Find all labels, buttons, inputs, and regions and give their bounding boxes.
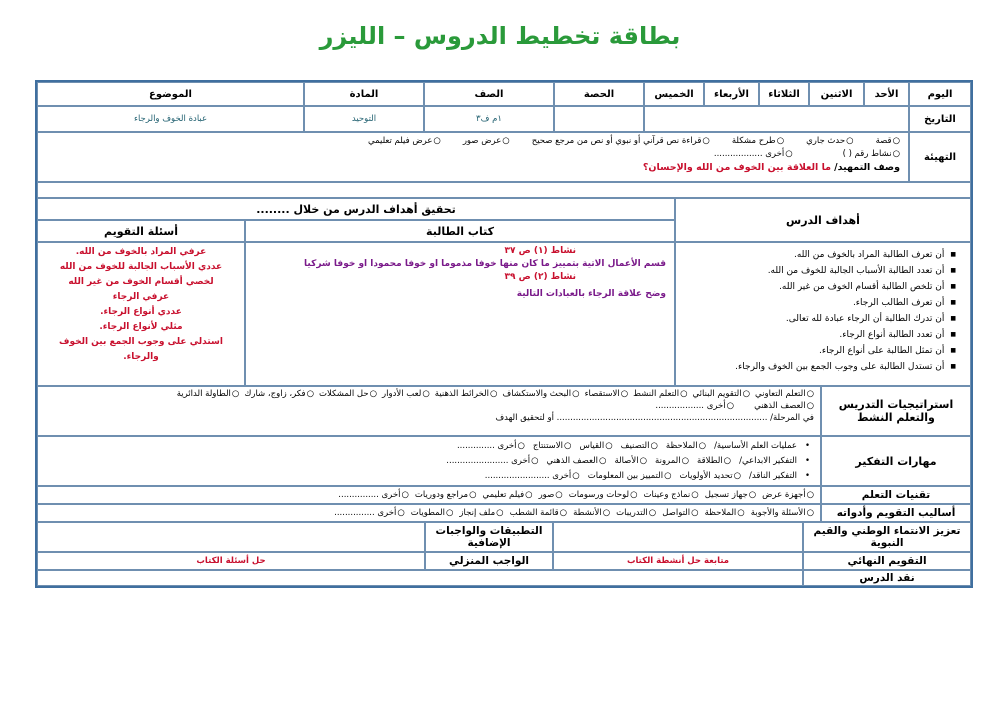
student-book-activities	[245, 242, 675, 386]
eval-methods-label: أساليب التقويم وأدواته	[821, 504, 971, 522]
thinking-bullet: •	[804, 471, 810, 481]
applications-field[interactable]	[37, 522, 425, 552]
topic-value: عبادة الخوف والرجاء	[37, 106, 304, 132]
activity-2-title: نشاط (٢) ص ٣٩	[504, 272, 576, 282]
tech-option[interactable]: ○ صور	[539, 489, 563, 502]
assessment-header: أسئلة التقويم	[37, 220, 245, 242]
day-tuesday: الثلاثاء	[759, 82, 809, 106]
tech-option[interactable]: ○ جهاز تسجيل	[705, 489, 756, 502]
thinking-option[interactable]: ○ التصنيف	[621, 439, 658, 454]
thinking-option[interactable]: ○ العصف الذهني	[547, 454, 607, 469]
critique-field[interactable]	[37, 570, 803, 586]
tech-content	[37, 486, 821, 504]
goals-header: أهداف الدرس	[675, 198, 971, 242]
strategy-option[interactable]: ○ البحث والاستكشاف	[502, 388, 579, 400]
student-book-header: كتاب الطالبة	[245, 220, 675, 242]
subject-label: المادة	[304, 82, 424, 106]
period-field[interactable]	[554, 106, 644, 132]
lesson-plan-card	[35, 80, 973, 588]
homework-value: حل أسئلة الكتاب	[37, 552, 425, 570]
eval-option[interactable]: ○ التدريبات	[616, 507, 656, 520]
thinking-option[interactable]: ○ أخرى ..............	[457, 439, 525, 454]
goal-item: ■ أن تعرف الطالب الرجاء.	[676, 295, 956, 311]
goal-item: ■ أن تدرك الطالبة أن الرجاء عبادة لله تعالى.	[676, 311, 956, 327]
tech-option[interactable]: ○ مراجع ودوريات	[415, 489, 477, 502]
tech-option[interactable]: ○ أجهزة عرض	[762, 489, 814, 502]
goal-item: ■ أن تستدل الطالبة على وجوب الجمع بين الخوف والرجاء.	[676, 359, 956, 375]
goal-item: ■ أن تعرف الطالبة المراد بالخوف من الله.	[676, 247, 956, 263]
strategies-label: استراتيجيات التدريس والتعلم النشط	[821, 386, 971, 436]
thinking-creative: التفكير الابداعي/	[739, 456, 797, 466]
day-sunday: الأحد	[864, 82, 909, 106]
thinking-option[interactable]: ○ أخرى ........................	[485, 469, 580, 484]
assessment-questions	[37, 242, 245, 386]
achieve-header: تحقيق أهداف الدرس من خلال ........	[37, 198, 675, 220]
strategy-option[interactable]: ○ الاستقصاء	[585, 388, 629, 400]
thinking-option[interactable]: ○ التمييز بين المعلومات	[588, 469, 672, 484]
strategy-option[interactable]: ○ حل المشكلات	[319, 388, 377, 400]
intro-opt-problem[interactable]: ○ طرح مشكلة	[732, 135, 784, 148]
thinking-option[interactable]: ○ أخرى .......................	[446, 454, 538, 469]
strategy-option[interactable]: ○ فكر، زاوج، شارك	[244, 388, 314, 400]
page-title: بطاقة تخطيط الدروس – الليزر	[319, 22, 681, 50]
thinking-bullet: •	[804, 456, 810, 466]
assessment-item: عددي الأسباب الجالبة للخوف من الله	[59, 262, 223, 272]
eval-option[interactable]: ○ الملاحظة	[705, 507, 745, 520]
class-value: ١م ف٣	[424, 106, 554, 132]
intro-opt-reading[interactable]: ○ قراءة نص قرآني أو نبوي أو نص من مرجع صحيح	[532, 135, 710, 148]
eval-option[interactable]: ○ التواصل	[662, 507, 698, 520]
date-label: التاريخ	[909, 106, 971, 132]
strategy-option[interactable]: ○ الخرائط الذهنية	[435, 388, 498, 400]
eval-option[interactable]: ○ أخرى ...............	[334, 507, 405, 520]
spacer-row	[37, 182, 971, 198]
day-thursday: الخميس	[644, 82, 704, 106]
thinking-option[interactable]: ○ الأصالة	[614, 454, 647, 469]
assessment-item: عرفي المراد بالخوف من الله.	[75, 247, 207, 257]
tech-option[interactable]: ○ فيلم تعليمي	[483, 489, 533, 502]
date-field[interactable]	[644, 106, 909, 132]
eval-option[interactable]: ○ ملف إنجاز	[459, 507, 503, 520]
intro-opt-images[interactable]: ○ عرض صور	[463, 135, 510, 148]
period-label: الحصة	[554, 82, 644, 106]
critique-label: نقد الدرس	[803, 570, 971, 586]
intro-desc-label: وصف التمهيد/	[834, 162, 900, 173]
thinking-bullet: •	[804, 441, 810, 451]
tech-label: تقنيات التعلم	[821, 486, 971, 504]
strategies-content	[37, 386, 821, 436]
day-wednesday: الأربعاء	[704, 82, 759, 106]
tech-option[interactable]: ○ لوحات ورسومات	[569, 489, 638, 502]
intro-label: التهيئة	[909, 132, 971, 182]
goal-item: ■ أن تمثل الطالبة على أنواع الرجاء.	[676, 343, 956, 359]
topic-label: الموضوع	[37, 82, 304, 106]
goal-item: ■ أن تلخص الطالبة أقسام الخوف من غير الله.	[676, 279, 956, 295]
assessment-item: عرفي الرجاء	[112, 292, 170, 302]
intro-desc-text: ما العلاقة بين الخوف من الله والإحسان؟	[642, 162, 832, 173]
applications-label: التطبيقات والواجبات الإضافية	[425, 522, 553, 552]
thinking-option[interactable]: ○ الملاحظة	[666, 439, 706, 454]
activity-1-text: قسم الأعمال الاتية بتمييز ما كان منها خوفا مذموما او خوفا محمودا او خوفا شركيا	[304, 259, 666, 269]
intro-content	[37, 132, 909, 182]
eval-option[interactable]: ○ الأسئلة والأجوبة	[751, 507, 814, 520]
eval-option[interactable]: ○ قائمة الشطب	[510, 507, 567, 520]
goal-item: ■ أن تعدد الطالبة أنواع الرجاء.	[676, 327, 956, 343]
assessment-item: لخصي أقسام الخوف من غير الله	[68, 277, 214, 287]
day-monday: الاثنين	[809, 82, 864, 106]
thinking-option[interactable]: ○ الاستنتاج	[533, 439, 572, 454]
thinking-option[interactable]: ○ الطلاقة	[697, 454, 731, 469]
thinking-content	[37, 436, 821, 486]
strategies-stage: في المرحلة/ .............................................................................. أو لتحقيق الهدف	[495, 413, 814, 423]
strategy-option[interactable]: ○ التقويم البنائي	[693, 388, 750, 400]
goal-item: ■ أن تعدد الطالبة الأسباب الجالبة للخوف من الله.	[676, 263, 956, 279]
assessment-item: استدلي على وجوب الجمع بين الخوف والرجاء.	[59, 337, 223, 362]
assessment-item: عددي أنواع الرجاء.	[100, 307, 182, 317]
intro-opt-story[interactable]: ○ قصة	[876, 135, 900, 148]
thinking-option[interactable]: ○ القياس	[579, 439, 612, 454]
activity-2-text: وضح علاقة الرجاء بالعبادات التالية	[516, 289, 666, 299]
eval-option[interactable]: ○ المطويات	[411, 507, 454, 520]
thinking-label: مهارات التفكير	[821, 436, 971, 486]
national-field[interactable]	[553, 522, 803, 552]
goals-list	[675, 242, 971, 386]
homework-label: الواجب المنزلي	[425, 552, 553, 570]
intro-opt-activity[interactable]: ○ نشاط رقم ( )	[843, 148, 900, 161]
final-eval-label: التقويم النهائي	[803, 552, 971, 570]
tech-option[interactable]: ○ أخرى ...............	[338, 489, 409, 502]
strategy-option[interactable]: ○ التعلم النشط	[633, 388, 687, 400]
strategy-option[interactable]: ○ لعب الأدوار	[382, 388, 430, 400]
final-eval-value: متابعة حل أنشطة الكتاب	[553, 552, 803, 570]
thinking-critical: التفكير الناقد/	[749, 471, 797, 481]
thinking-basic: عمليات العلم الأساسية/	[714, 441, 797, 451]
day-label: اليوم	[909, 82, 971, 106]
eval-methods-content	[37, 504, 821, 522]
assessment-item: مثلي لأنواع الرجاء.	[99, 322, 183, 332]
strategy-option[interactable]: ○ التعلم التعاوني	[755, 388, 814, 400]
intro-opt-other[interactable]: ○ أخرى ..................	[714, 148, 793, 161]
strategy-option[interactable]: ○ أخرى ..................	[655, 400, 734, 412]
national-label: تعزيز الانتماء الوطني والقيم النبوية	[803, 522, 971, 552]
activity-1-title: نشاط (١) ص ٣٧	[504, 246, 576, 256]
tech-option[interactable]: ○ نماذج وعينات	[644, 489, 699, 502]
class-label: الصف	[424, 82, 554, 106]
intro-opt-event[interactable]: ○ حدث جاري	[806, 135, 853, 148]
thinking-option[interactable]: ○ تحديد الأولويات	[679, 469, 741, 484]
strategy-option[interactable]: ○ العصف الذهني	[754, 400, 814, 412]
subject-value: التوحيد	[304, 106, 424, 132]
eval-option[interactable]: ○ الأنشطة	[573, 507, 610, 520]
thinking-option[interactable]: ○ المرونة	[655, 454, 689, 469]
strategy-option[interactable]: ○ الطاولة الدائرية	[177, 388, 240, 400]
intro-opt-film[interactable]: ○ عرض فيلم تعليمي	[368, 135, 441, 148]
